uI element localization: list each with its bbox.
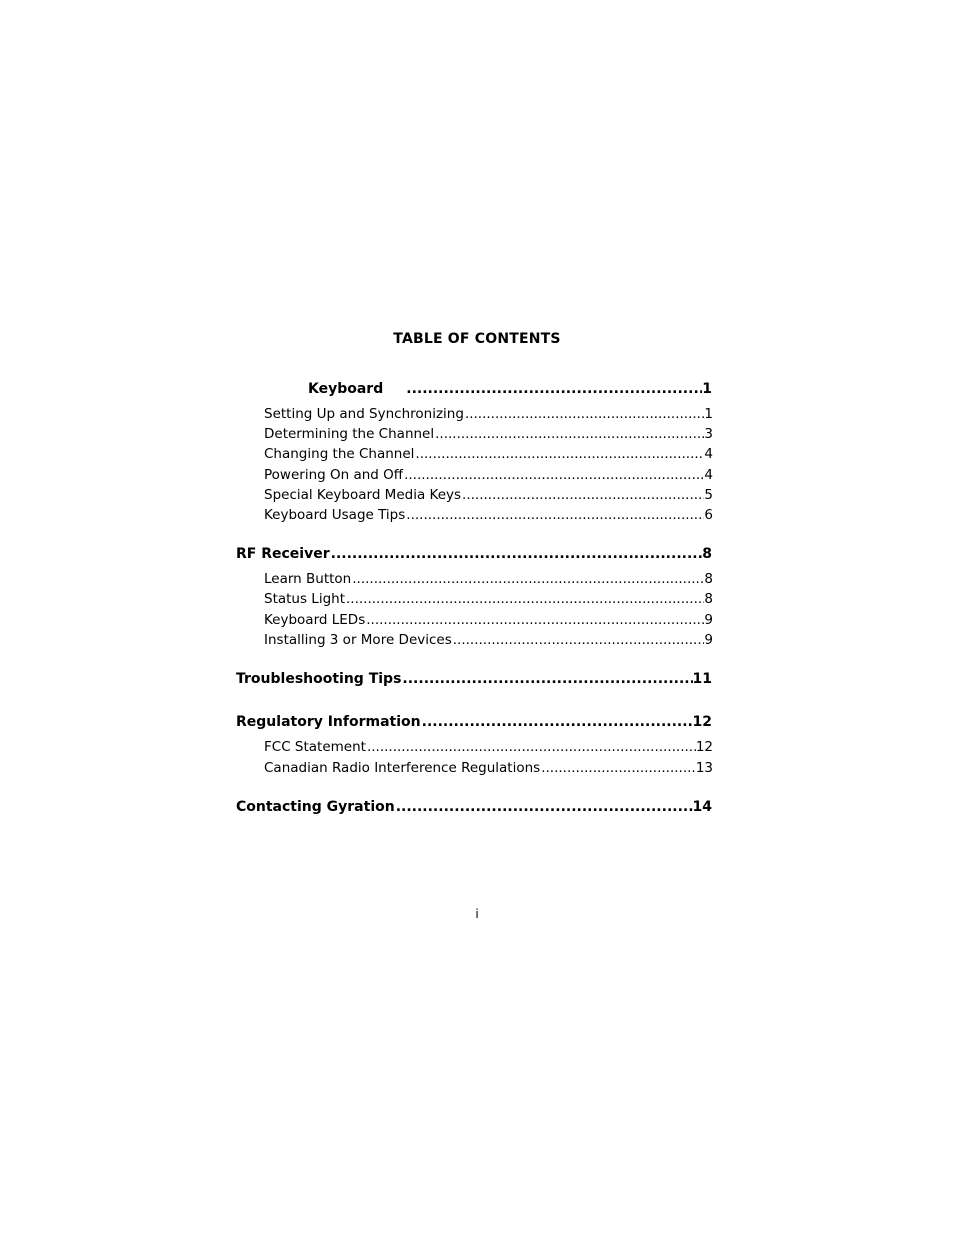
toc-subentry-keyboard-leds[interactable] <box>264 610 713 630</box>
toc-subentry-status-light[interactable] <box>264 589 713 609</box>
toc-subentry-page: 3 <box>704 426 713 442</box>
toc-subentry-changing-channel[interactable] <box>264 444 713 464</box>
page-number: i <box>475 907 479 921</box>
toc-subentry-page: 1 <box>704 406 713 422</box>
toc-entry-page: 11 <box>692 671 712 687</box>
toc-entry-page: 14 <box>692 799 712 815</box>
toc-entry-page: 1 <box>702 381 712 397</box>
toc-entry-label: Troubleshooting Tips <box>236 671 402 687</box>
toc-subentry-page: 8 <box>704 571 713 587</box>
toc-subentry-learn-button[interactable] <box>264 569 713 589</box>
toc-subentry-page: 6 <box>704 507 713 523</box>
toc-subentry-page: 8 <box>704 591 713 607</box>
toc-subentry-page: 9 <box>704 612 713 628</box>
toc-leader-dots <box>401 669 692 689</box>
toc-subentry-canadian-regulations[interactable] <box>264 758 713 778</box>
toc-leader-dots <box>461 485 704 505</box>
toc-entry-page: 8 <box>702 546 712 562</box>
toc-subentry-label: Installing 3 or More Devices <box>264 632 452 648</box>
toc-title: TABLE OF CONTENTS <box>393 331 561 347</box>
toc-subentry-page: 9 <box>704 632 713 648</box>
toc-subentry-page: 5 <box>704 487 713 503</box>
toc-subentry-installing-devices[interactable] <box>264 630 713 650</box>
toc-subentry-label: Canadian Radio Interference Regulations <box>264 760 541 776</box>
toc-leader-dots <box>345 589 704 609</box>
toc-subentry-label: FCC Statement <box>264 739 366 755</box>
toc-subentry-powering[interactable] <box>264 465 713 485</box>
toc-subentry-setting-up[interactable] <box>264 404 713 424</box>
toc-entry-label: Keyboard <box>308 381 384 397</box>
toc-leader-dots <box>405 379 702 399</box>
toc-subentry-page: 12 <box>695 739 713 755</box>
toc-entry-rf-receiver[interactable] <box>236 544 712 564</box>
toc-subentry-fcc-statement[interactable] <box>264 737 713 757</box>
toc-entry-regulatory[interactable] <box>236 712 712 732</box>
toc-subentry-label: Special Keyboard Media Keys <box>264 487 462 503</box>
toc-entry-page: 12 <box>692 714 712 730</box>
toc-subentry-label: Setting Up and Synchronizing <box>264 406 464 422</box>
toc-subentry-label: Keyboard LEDs <box>264 612 366 628</box>
toc-subentry-label: Status Light <box>264 591 345 607</box>
toc-subentry-label: Determining the Channel <box>264 426 435 442</box>
toc-entry-label: Regulatory Information <box>236 714 421 730</box>
toc-subentry-page: 4 <box>704 467 713 483</box>
toc-leader-dots <box>414 444 704 464</box>
toc-subentry-usage-tips[interactable] <box>264 505 713 525</box>
toc-subentry-media-keys[interactable] <box>264 485 713 505</box>
toc-subentry-determining-channel[interactable] <box>264 424 713 444</box>
toc-subentry-page: 4 <box>704 446 713 462</box>
toc-leader-dots <box>452 630 705 650</box>
toc-leader-dots <box>366 737 696 757</box>
toc-leader-dots <box>403 465 704 485</box>
toc-leader-dots <box>464 404 704 424</box>
toc-leader-dots <box>330 544 703 564</box>
toc-leader-dots <box>365 610 704 630</box>
toc-leader-dots <box>434 424 704 444</box>
toc-subentry-label: Learn Button <box>264 571 352 587</box>
toc-entry-label: Contacting Gyration <box>236 799 395 815</box>
toc-leader-dots <box>540 758 696 778</box>
toc-entry-contacting-gyration[interactable] <box>236 797 712 817</box>
toc-subentry-page: 13 <box>695 760 713 776</box>
toc-entry-troubleshooting[interactable] <box>236 669 712 689</box>
toc-subentry-label: Changing the Channel <box>264 446 415 462</box>
toc-leader-dots <box>351 569 704 589</box>
toc-entry-label: RF Receiver <box>236 546 330 562</box>
toc-subentry-label: Keyboard Usage Tips <box>264 507 406 523</box>
toc-leader-dots <box>395 797 693 817</box>
toc-leader-dots <box>405 505 704 525</box>
toc-subentry-label: Powering On and Off <box>264 467 404 483</box>
toc-entry-keyboard[interactable] <box>308 379 712 399</box>
toc-leader-dots <box>421 712 693 732</box>
